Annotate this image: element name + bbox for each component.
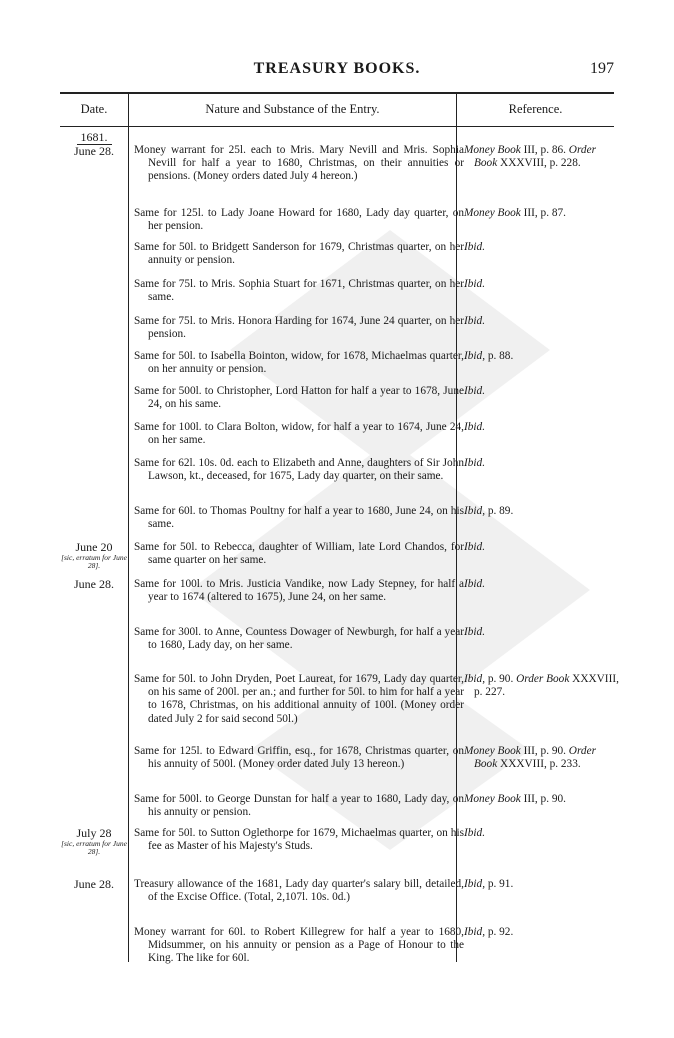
entry-reference: Ibid.: [464, 827, 486, 839]
entry-reference: Ibid.: [464, 241, 486, 253]
entry-reference: Ibid.: [464, 541, 486, 553]
entry-reference: Ibid, p. 89.: [464, 505, 514, 517]
entry-reference: Ibid.: [464, 421, 486, 433]
entry-text: Money warrant for 60l. to Robert Killegrew for half a year to 1680, Midsummer, on his annuity or pension as a Page of Honour to the King. The like for 60l.: [134, 926, 464, 965]
entry-text: Same for 100l. to Mris. Justicia Vandike, now Lady Stepney, for half a year to 1674 (altered to 1675), June 24, on her same.: [134, 578, 464, 604]
date-year: 1681.: [77, 131, 112, 145]
entry-text: Same for 50l. to Sutton Oglethorpe for 1679, Michaelmas quarter, on his fee as Master of his Majesty's Studs.: [134, 827, 464, 853]
date-entry: [60, 827, 128, 856]
entry-reference: Ibid, p. 88.: [464, 350, 514, 362]
page-number: 197: [590, 60, 614, 77]
column-header-reference: Reference.: [508, 102, 563, 116]
entry-text: Same for 60l. to Thomas Poultny for half a year to 1680, June 24, on his same.: [134, 505, 464, 531]
date-text: June 28.: [74, 877, 114, 891]
entry-reference: Money Book III, p. 90.: [464, 793, 566, 805]
entry-text: Same for 50l. to Isabella Bointon, widow, for 1678, Michaelmas quarter, on her annuity or pension.: [134, 350, 464, 376]
entry-reference: Ibid.: [464, 457, 486, 469]
date-entry: [60, 878, 128, 891]
entry-reference: Money Book III, p. 86. Order Book XXXVIII, p. 228.: [464, 144, 596, 170]
entry-text: Same for 500l. to Christopher, Lord Hatton for half a year to 1678, June 24, on his same.: [134, 385, 464, 411]
date-text: June 20: [75, 540, 113, 554]
entry-text: Same for 500l. to George Dunstan for half a year to 1680, Lady day, on his annuity or pension.: [134, 793, 464, 819]
entry-text: Same for 75l. to Mris. Honora Harding for 1674, June 24 quarter, on her pension.: [134, 315, 464, 341]
entry-text: Same for 50l. to Rebecca, daughter of William, late Lord Chandos, for same quarter on her same.: [134, 541, 464, 567]
entry-reference: Ibid, p. 91.: [464, 878, 514, 890]
table-header-rule: [60, 126, 614, 127]
date-text: July 28: [76, 826, 112, 840]
running-title: TREASURY BOOKS.: [253, 60, 421, 77]
column-header-date: Date.: [80, 102, 108, 116]
entry-text: Same for 50l. to Bridgett Sanderson for 1679, Christmas quarter, on her annuity or pension.: [134, 241, 464, 267]
date-erratum-note: [sic, erratum for June 28].: [61, 839, 127, 856]
entry-reference: Money Book III, p. 87.: [464, 207, 566, 219]
entry-text: Money warrant for 25l. each to Mris. Mary Nevill and Mris. Sophia Nevill for half a year to 1680, Christmas, on their annuities or pensions. (Money orders dated July 4 hereon.): [134, 144, 464, 183]
entry-reference: Ibid.: [464, 385, 486, 397]
date-text: June 28.: [74, 577, 114, 591]
entry-reference: Ibid.: [464, 315, 486, 327]
column-divider-date: [128, 92, 129, 962]
entry-reference: Ibid, p. 92.: [464, 926, 514, 938]
date-text: June 28.: [74, 144, 114, 158]
entry-reference: Ibid, p. 90. Order Book XXXVIII, p. 227.: [464, 673, 619, 699]
date-entry: [60, 578, 128, 591]
entry-text: Same for 75l. to Mris. Sophia Stuart for 1671, Christmas quarter, on her same.: [134, 278, 464, 304]
entry-text: Same for 50l. to John Dryden, Poet Laureat, for 1679, Lady day quarter, on his same of 200l. per an.; and further for 50l. to him for half a year to 1678, Christmas, on his additional annuity of 100l. (Money order dated July 2 for said second 50l.): [134, 673, 464, 725]
date-entry: [60, 131, 128, 158]
entry-text: Same for 125l. to Edward Griffin, esq., for 1678, Christmas quarter, on his annuity of 500l. (Money order dated July 13 hereon.): [134, 745, 464, 771]
entry-reference: Ibid.: [464, 578, 486, 590]
entry-reference: Money Book III, p. 90. Order Book XXXVIII, p. 233.: [464, 745, 596, 771]
entry-text: Same for 300l. to Anne, Countess Dowager of Newburgh, for half a year to 1680, Lady day, on her same.: [134, 626, 464, 652]
entry-text: Same for 125l. to Lady Joane Howard for 1680, Lady day quarter, on her pension.: [134, 207, 464, 233]
entry-reference: Ibid.: [464, 626, 486, 638]
entry-text: Same for 100l. to Clara Bolton, widow, for half a year to 1674, June 24, on her same.: [134, 421, 464, 447]
entry-text: Treasury allowance of the 1681, Lady day quarter's salary bill, detailed, of the Excise Office. (Total, 2,107l. 10s. 0d.): [134, 878, 464, 904]
date-entry: [60, 541, 128, 570]
column-header-nature: Nature and Substance of the Entry.: [205, 102, 380, 116]
date-erratum-note: [sic, erratum for June 28].: [61, 553, 127, 570]
entry-text: Same for 62l. 10s. 0d. each to Elizabeth and Anne, daughters of Sir John Lawson, kt., deceased, for 1675, Lady day quarter, on their same.: [134, 457, 464, 483]
entry-reference: Ibid.: [464, 278, 486, 290]
table-top-rule: [60, 92, 614, 94]
